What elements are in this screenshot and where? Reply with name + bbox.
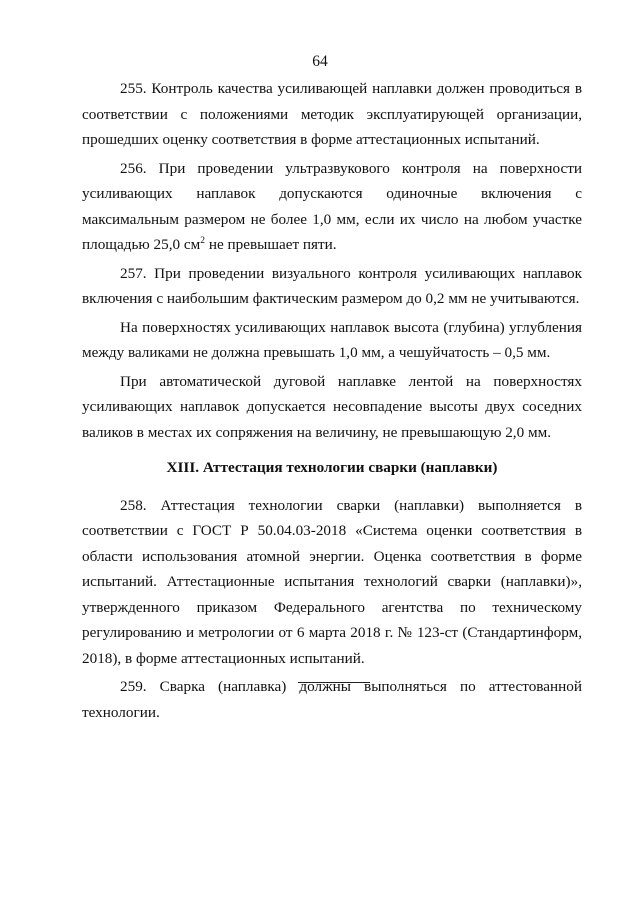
paragraph-257-automatic: При автоматической дуговой наплавке лентой на поверхностях усиливающих наплавок допускается несовпадение высоты двух соседних валиков в местах их сопряжения на величину, не превышающую 2,0 мм.: [82, 372, 582, 441]
paragraph-255: 255. Контроль качества усиливающей наплавки должен проводиться в соответствии с положениями методик эксплуатирующей организации, прошедших оценку соответствия в форме аттестационных испытаний.: [82, 80, 582, 148]
paragraph-257-depth: На поверхностях усиливающих наплавок высота (глубина) углубления между валиками не должна превышать 1,0 мм, а чешуйчатость – 0,5 мм.: [82, 318, 582, 361]
superscript-2: 2: [200, 236, 206, 246]
paragraph-259: 259. Сварка (наплавка) должны выполняться по аттестованной технологии.: [82, 678, 582, 721]
page-number: 64: [312, 53, 328, 70]
paragraph-257: 257. При проведении визуального контроля усиливающих наплавок включения с наибольшим фактическим размером до 0,2 мм не учитываются.: [82, 264, 582, 307]
end-divider-line: [298, 682, 370, 683]
paragraph-258: 258. Аттестация технологии сварки (наплавки) выполняется в соответствии с ГОСТ Р 50.04.03-2018 «Система оценки соответствия в области использования атомной энергии. Оценка соответствия в форме испытаний. Аттестационные испытания технологий сварки (наплавки)», утвержденного приказом Федерального агентства по техническому регулированию и метрологии от 6 марта 2018 г. № 123-ст (Стандартинформ, 2018), в форме аттестационных испытаний.: [82, 496, 582, 667]
document-body: [82, 76, 582, 725]
paragraph-256: [82, 156, 582, 258]
paragraph-256-text: 256. При проведении ультразвукового контроля на поверхности усиливающих наплавок допускаются одиночные включения с максимальным размером не более 1,0 мм, если их число на любом участке площадью 25,0 см: [82, 159, 582, 253]
section-heading: XIII. Аттестация технологии сварки (наплавки): [166, 459, 498, 476]
paragraph-256-tail: не превышает пяти.: [205, 236, 337, 253]
